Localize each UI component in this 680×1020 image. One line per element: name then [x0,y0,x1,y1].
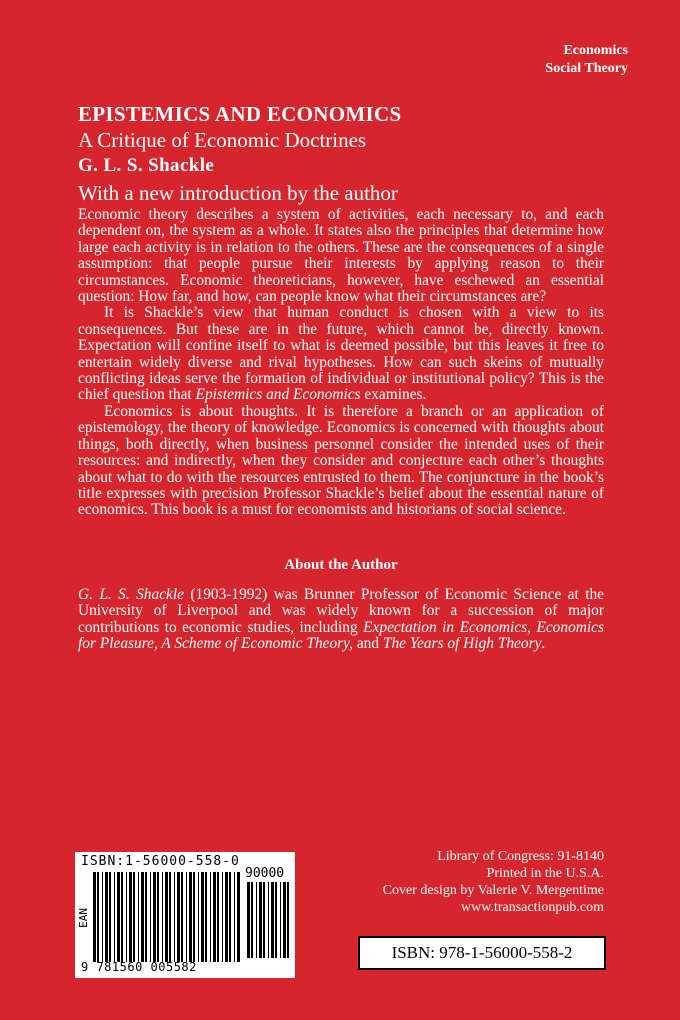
category-economics: Economics [563,43,628,58]
description-paragraph-1: Economic theory describes a system of activities, each necessary to, and each dependent on, the system as a whole. It states also the principles that determine how large each activity is in relation to the others. These are the consequences of a single assumption: that people pursue their interests by applying reason to their circumstances. Economic theoreticians, however, have eschewed an essential question: How far, and how, can people know what their circumstances are? [78,206,604,306]
price-barcode-icon [247,882,291,958]
book-title: EPISTEMICS AND ECONOMICS [78,102,402,126]
about-work-1: Expectation in Economics, [363,618,531,636]
description-paragraph-2 [78,305,604,403]
ean-label: EAN [77,908,90,928]
barcode-panel [75,852,295,978]
publisher-url: www.transactionpub.com [461,900,604,915]
p2-text-b: examines. [360,386,427,404]
price-code-label: 90000 [245,866,285,881]
category-social-theory: Social Theory [545,61,628,76]
category-labels [545,42,628,78]
about-text-3: and [353,635,383,653]
about-text-4: . [541,635,546,653]
ean13-digits: 9 781560 005582 [81,960,197,974]
intro-line: With a new introduction by the author [78,181,398,205]
about-author-text [78,587,604,653]
cover-design: Cover design by Valerie V. Mergentime [382,883,604,898]
p2-book-title: Epistemics and Economics [195,386,361,404]
description [78,207,604,519]
library-of-congress: Library of Congress: 91-8140 [437,849,604,864]
p2-text-a: It is Shackle’s view that human conduct is chosen with a view to its consequences. But these are in the future, which cannot be, directly known. Expectation will confine itself to what is deemed possible, but this leaves it free to entertain widely diverse and rival hypotheses. How can such skeins of mutually conflicting ideas serve the formation of individual or institutional policy? This is the chief question that [78,304,604,404]
about-author-heading: About the Author [284,557,398,573]
barcode-icon [93,872,241,962]
about-text-1: (1903-1992) was Brunner Professor of Economic Science at the University of Liverpool and was widely known for a succession of major contributions to economic studies, including [78,586,604,636]
about-work-3: The Years of High Theory [382,635,542,653]
isbn10-label: ISBN:1-56000-558-0 [81,854,240,869]
about-work-2: Economics for Pleasure, A Scheme of Economic Theory, [78,618,604,653]
book-author: G. L. S. Shackle [78,155,215,176]
book-subtitle: A Critique of Economic Doctrines [78,128,367,152]
printed-in: Printed in the U.S.A. [486,866,604,881]
about-author-name: G. L. S. Shackle [78,586,184,603]
description-paragraph-3: Economics is about thoughts. It is therefore a branch or an application of epistemology, the theory of knowledge. Economics is concerned with thoughts about things, both directly, when business personnel consider the intended uses of their resources: and indirectly, when they consider and conjecture each other’s thoughts about what to do with the resources entrusted to them. The conjuncture in the book’s title expresses with precision Professor Shackle’s belief about the essential nature of economics. This book is a must for economists and historians of social science. [78,402,604,519]
isbn13-box: ISBN: 978-1-56000-558-2 [358,936,606,970]
publisher-info [383,848,604,916]
